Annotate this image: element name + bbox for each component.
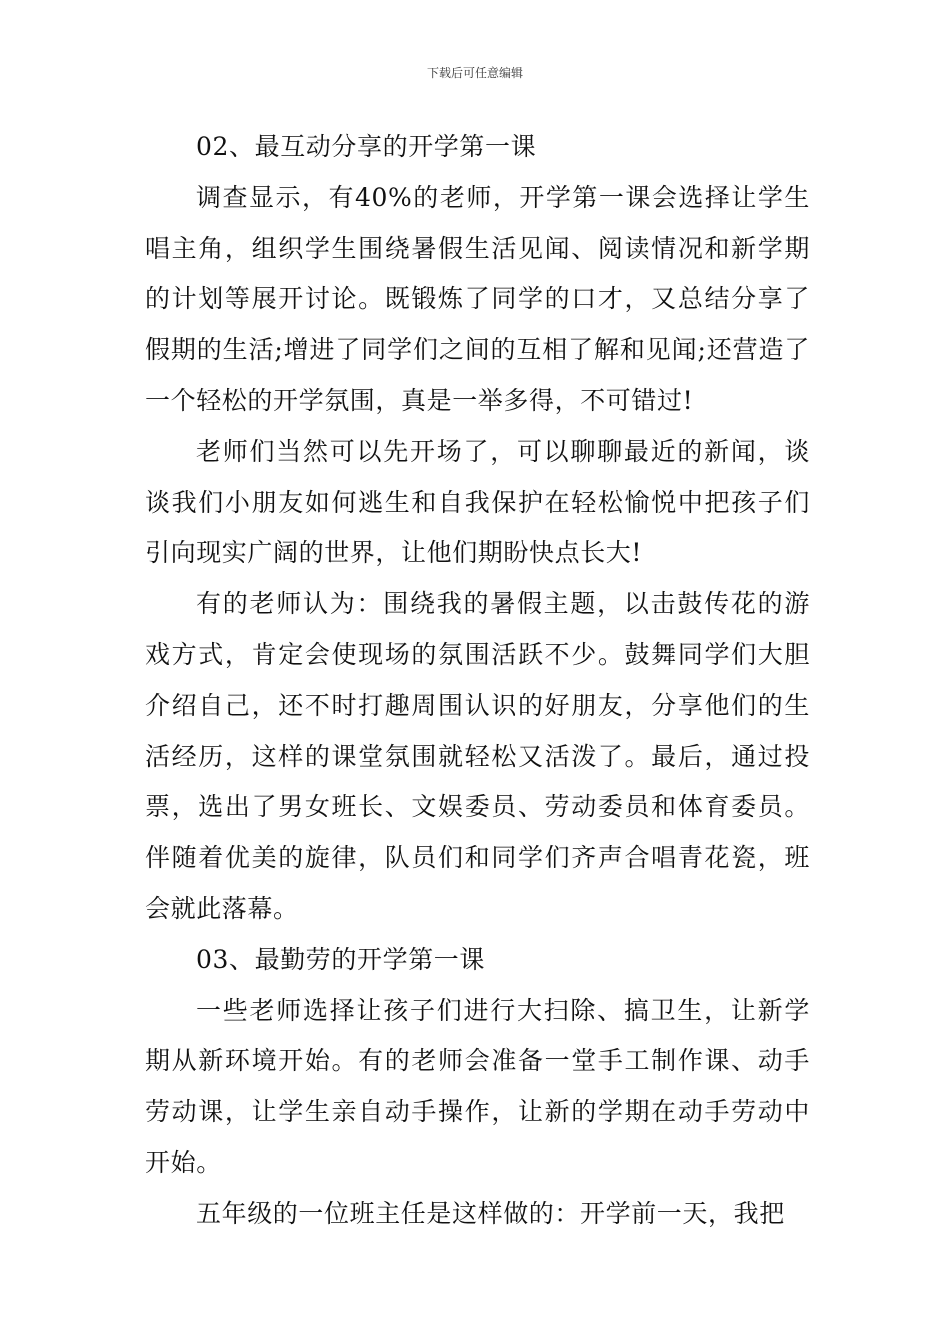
- paragraph: 有的老师认为：围绕我的暑假主题，以击鼓传花的游戏方式，肯定会使现场的氛围活跃不少。鼓舞同学们大胆介绍自己，还不时打趣周围认识的好朋友，分享他们的生活经历，这样的课堂氛围就轻松又活泼了。最后，通过投票，选出了男女班长、文娱委员、劳动委员和体育委员。伴随着优美的旋律，队员们和同学们齐声合唱青花瓷，班会就此落幕。: [145, 589, 810, 923]
- section-heading: 03、最勤劳的开学第一课: [196, 944, 486, 974]
- paragraph: 五年级的一位班主任是这样做的：开学前一天，我把: [196, 1198, 785, 1228]
- section-heading: 02、最互动分享的开学第一课: [196, 132, 537, 161]
- paragraph: 老师们当然可以先开场了，可以聊聊最近的新闻，谈谈我们小朋友如何逃生和自我保护在轻松愉悦中把孩子们引向现实广阔的世界，让他们期盼快点长大!: [145, 436, 810, 568]
- document-body: [145, 122, 810, 1240]
- paragraph: 一些老师选择让孩子们进行大扫除、搞卫生，让新学期从新环境开始。有的老师会准备一堂手工制作课、动手劳动课，让学生亲自动手操作，让新的学期在动手劳动中开始。: [145, 995, 810, 1177]
- paragraph: 调查显示，有40%的老师，开学第一课会选择让学生唱主角，组织学生围绕暑假生活见闻、阅读情况和新学期的计划等展开讨论。既锻炼了同学的口才，又总结分享了假期的生活;增进了同学们之间的互相了解和见闻;还营造了一个轻松的开学氛围，真是一举多得，不可错过!: [145, 182, 810, 415]
- page-header: 下载后可任意编辑: [426, 66, 523, 80]
